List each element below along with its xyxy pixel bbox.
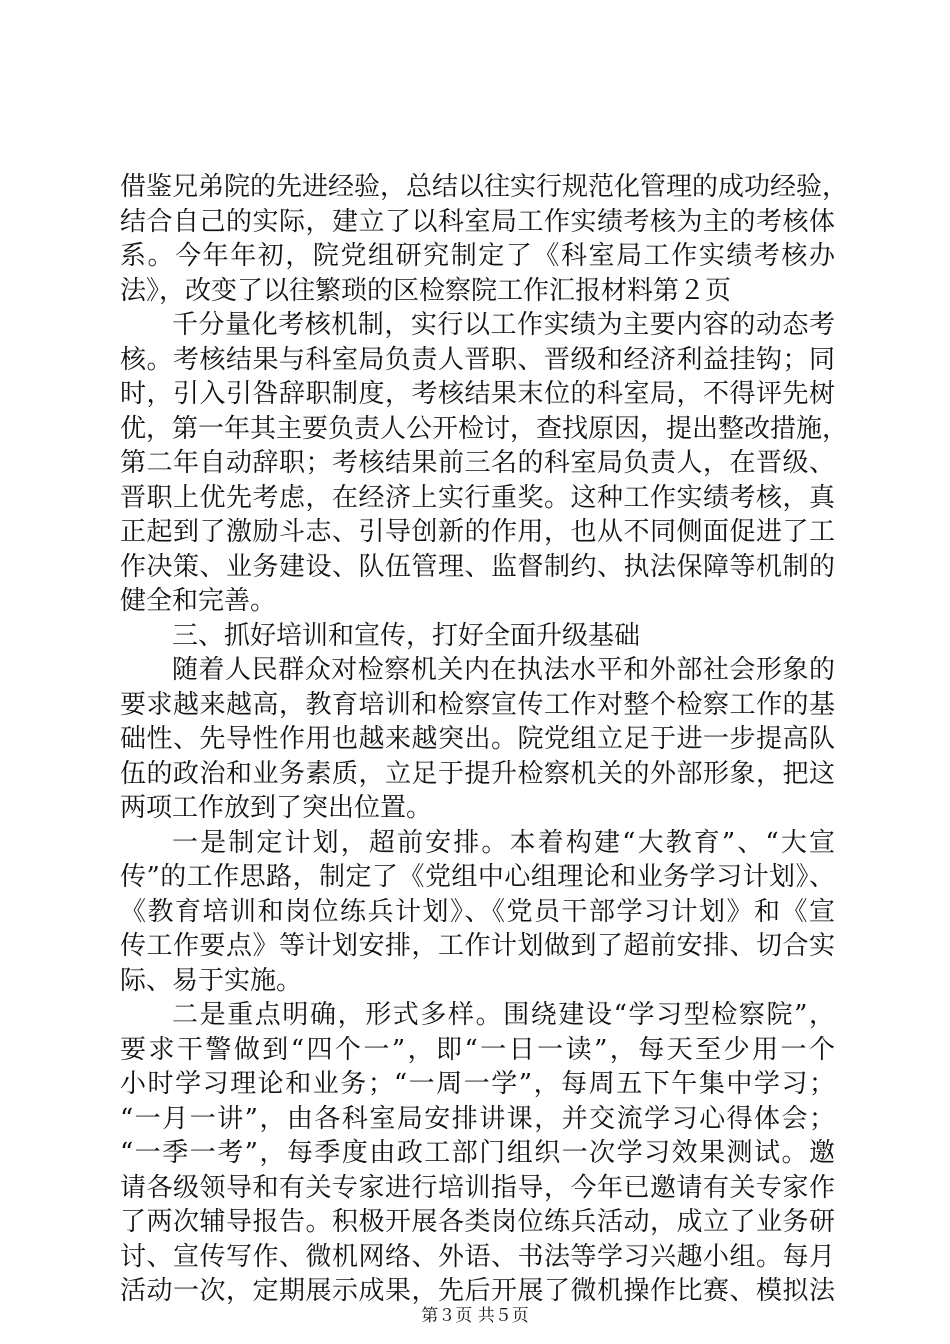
text-line: 晋职上优先考虑，在经济上实行重奖。这种工作实绩考核，真: [120, 482, 835, 513]
text-line: 二是重点明确，形式多样。围绕建设“学习型检察院”，: [172, 1000, 835, 1030]
text-line: 健全和完善。: [120, 586, 277, 616]
text-line: 一是制定计划，超前安排。本着构建“大教育”、“大宣: [172, 827, 835, 858]
page-number-label: 第３页 共５页: [421, 1306, 529, 1326]
text-line: 随着人民群众对检察机关内在执法水平和外部社会形象的: [172, 655, 835, 685]
text-line: 小时学习理论和业务；“一周一学”，每周五下午集中学习；: [120, 1069, 835, 1099]
text-line: 了两次辅导报告。积极开展各类岗位练兵活动，成立了业务研: [120, 1207, 835, 1237]
text-line: 请各级领导和有关专家进行培训指导，今年已邀请有关专家作: [120, 1172, 835, 1203]
text-line: 法》，改变了以往繁琐的区检察院工作汇报材料第２页: [120, 275, 732, 306]
text-line: 两项工作放到了突出位置。: [120, 793, 433, 823]
document-body: [120, 170, 849, 1309]
text-line: 千分量化考核机制，实行以工作实绩为主要内容的动态考: [172, 310, 835, 340]
text-line: 《教育培训和岗位练兵计划》、《党员干部学习计划》和《宣: [120, 896, 835, 927]
text-line: 际、易于实施。: [120, 965, 303, 996]
text-line: 要求越来越高，教育培训和检察宣传工作对整个检察工作的基: [120, 689, 835, 720]
text-line: 借鉴兄弟院的先进经验，总结以往实行规范化管理的成功经验，: [120, 172, 849, 202]
text-line: 三、抓好培训和宣传，打好全面升级基础: [172, 620, 641, 651]
text-line: “一季一考”，每季度由政工部门组织一次学习效果测试。邀: [120, 1138, 835, 1168]
text-line: 第二年自动辞职；考核结果前三名的科室局负责人，在晋级、: [120, 448, 835, 478]
text-line: 要求干警做到“四个一”，即“一日一读”，每天至少用一个: [120, 1034, 835, 1065]
text-line: 讨、宣传写作、微机网络、外语、书法等学习兴趣小组。每月: [120, 1241, 835, 1272]
text-line: 作决策、业务建设、队伍管理、监督制约、执法保障等机制的: [120, 551, 835, 582]
text-line: 时，引入引咎辞职制度，考核结果末位的科室局，不得评先树: [120, 379, 835, 409]
text-line: 础性、先导性作用也越来越突出。院党组立足于进一步提高队: [120, 724, 835, 754]
text-line: 伍的政治和业务素质，立足于提升检察机关的外部形象，把这: [120, 758, 835, 789]
text-line: 传工作要点》等计划安排，工作计划做到了超前安排、切合实: [120, 931, 835, 961]
text-line: 活动一次，定期展示成果，先后开展了微机操作比赛、模拟法: [120, 1276, 835, 1306]
text-line: “一月一讲”，由各科室局安排讲课，并交流学习心得体会；: [120, 1103, 835, 1134]
text-line: 结合自己的实际，建立了以科室局工作实绩考核为主的考核体: [120, 206, 835, 237]
text-line: 传”的工作思路，制定了《党组中心组理论和业务学习计划》、: [120, 862, 835, 892]
text-line: 核。考核结果与科室局负责人晋职、晋级和经济利益挂钩；同: [120, 344, 835, 375]
text-line: 优，第一年其主要负责人公开检讨，查找原因，提出整改措施，: [120, 413, 849, 444]
page-footer: [0, 1306, 950, 1326]
text-line: 系。今年年初，院党组研究制定了《科室局工作实绩考核办: [120, 241, 835, 271]
text-line: 正起到了激励斗志、引导创新的作用，也从不同侧面促进了工: [120, 517, 835, 547]
